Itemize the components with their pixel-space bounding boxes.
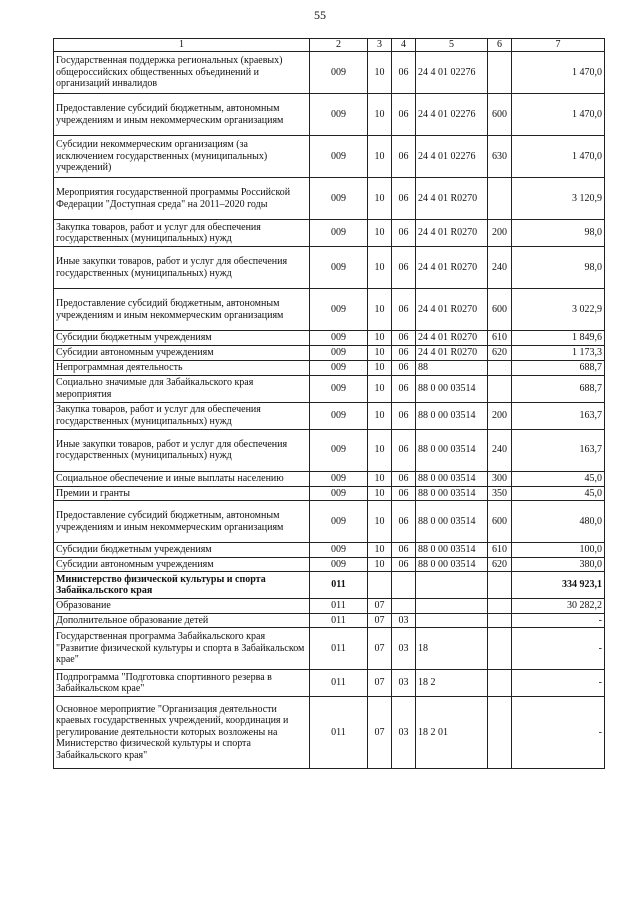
cell-target-article-code: 88 0 00 03514 <box>416 486 488 501</box>
cell-target-article-code: 88 0 00 03514 <box>416 375 488 402</box>
cell-subsection-code: 03 <box>392 670 416 697</box>
cell-amount: 3 022,9 <box>512 289 605 331</box>
cell-target-article-code: 24 4 01 R0270 <box>416 289 488 331</box>
cell-department-code: 009 <box>310 136 368 178</box>
cell-expense-type-code <box>488 697 512 769</box>
table-row <box>54 429 605 471</box>
table-row <box>54 178 605 220</box>
cell-section-code: 10 <box>368 220 392 247</box>
table-body <box>54 52 605 769</box>
cell-department-code: 009 <box>310 501 368 543</box>
cell-section-code: 10 <box>368 375 392 402</box>
cell-description: Социальное обеспечение и иные выплаты населению <box>54 471 310 486</box>
header-cell-1: 1 <box>54 39 310 52</box>
cell-department-code: 011 <box>310 572 368 599</box>
cell-expense-type-code <box>488 572 512 599</box>
cell-subsection-code: 03 <box>392 628 416 670</box>
cell-subsection-code: 06 <box>392 501 416 543</box>
cell-description: Дополнительное образование детей <box>54 613 310 628</box>
cell-description: Министерство физической культуры и спорта Забайкальского края <box>54 572 310 599</box>
header-cell-5: 5 <box>416 39 488 52</box>
cell-amount: 380,0 <box>512 557 605 572</box>
cell-description: Субсидии бюджетным учреждениям <box>54 543 310 558</box>
table-row <box>54 628 605 670</box>
cell-expense-type-code: 200 <box>488 402 512 429</box>
cell-subsection-code: 03 <box>392 697 416 769</box>
cell-department-code: 011 <box>310 628 368 670</box>
cell-target-article-code: 88 0 00 03514 <box>416 471 488 486</box>
cell-section-code: 10 <box>368 557 392 572</box>
cell-section-code: 07 <box>368 670 392 697</box>
table-row <box>54 289 605 331</box>
table-row <box>54 220 605 247</box>
cell-target-article-code: 18 2 <box>416 670 488 697</box>
cell-expense-type-code: 200 <box>488 220 512 247</box>
cell-subsection-code: 06 <box>392 136 416 178</box>
cell-target-article-code: 88 0 00 03514 <box>416 429 488 471</box>
cell-amount: 1 173,3 <box>512 346 605 361</box>
cell-department-code: 009 <box>310 52 368 94</box>
cell-expense-type-code: 600 <box>488 94 512 136</box>
cell-subsection-code: 06 <box>392 52 416 94</box>
cell-target-article-code: 24 4 01 R0270 <box>416 178 488 220</box>
cell-description: Основное мероприятие "Организация деятельности краевых государственных учреждений, координация и регулирование деятельности которых возложены на Министерство физической культуры и спорта Забайкальского края" <box>54 697 310 769</box>
cell-subsection-code: 06 <box>392 346 416 361</box>
cell-expense-type-code: 240 <box>488 429 512 471</box>
cell-target-article-code <box>416 613 488 628</box>
cell-section-code: 10 <box>368 136 392 178</box>
cell-target-article-code: 24 4 01 02276 <box>416 52 488 94</box>
cell-subsection-code: 06 <box>392 247 416 289</box>
table-row <box>54 402 605 429</box>
cell-expense-type-code <box>488 628 512 670</box>
cell-department-code: 009 <box>310 178 368 220</box>
cell-target-article-code: 88 0 00 03514 <box>416 543 488 558</box>
table-row <box>54 557 605 572</box>
cell-subsection-code: 06 <box>392 471 416 486</box>
cell-target-article-code: 24 4 01 R0270 <box>416 346 488 361</box>
cell-expense-type-code: 300 <box>488 471 512 486</box>
cell-section-code: 10 <box>368 471 392 486</box>
cell-target-article-code <box>416 599 488 614</box>
cell-amount: - <box>512 697 605 769</box>
table-row <box>54 331 605 346</box>
cell-amount: 1 470,0 <box>512 94 605 136</box>
cell-section-code: 10 <box>368 543 392 558</box>
cell-description: Образование <box>54 599 310 614</box>
table-row <box>54 543 605 558</box>
cell-amount: 688,7 <box>512 375 605 402</box>
cell-section-code: 10 <box>368 486 392 501</box>
cell-subsection-code: 06 <box>392 178 416 220</box>
cell-description: Субсидии автономным учреждениям <box>54 557 310 572</box>
cell-department-code: 009 <box>310 429 368 471</box>
cell-department-code: 011 <box>310 613 368 628</box>
cell-description: Государственная поддержка региональных (краевых) общероссийских общественных объединений и организаций инвалидов <box>54 52 310 94</box>
cell-department-code: 009 <box>310 543 368 558</box>
table-row <box>54 572 605 599</box>
cell-amount: 45,0 <box>512 471 605 486</box>
header-cell-7: 7 <box>512 39 605 52</box>
cell-target-article-code: 88 0 00 03514 <box>416 501 488 543</box>
cell-department-code: 009 <box>310 94 368 136</box>
table-row <box>54 613 605 628</box>
header-cell-3: 3 <box>368 39 392 52</box>
cell-section-code: 10 <box>368 331 392 346</box>
cell-amount: 163,7 <box>512 429 605 471</box>
cell-department-code: 009 <box>310 471 368 486</box>
cell-subsection-code: 06 <box>392 486 416 501</box>
table-row <box>54 52 605 94</box>
cell-expense-type-code: 630 <box>488 136 512 178</box>
cell-subsection-code: 06 <box>392 94 416 136</box>
cell-amount: 100,0 <box>512 543 605 558</box>
header-cell-6: 6 <box>488 39 512 52</box>
table-row <box>54 670 605 697</box>
table-row <box>54 136 605 178</box>
cell-target-article-code: 88 0 00 03514 <box>416 402 488 429</box>
cell-department-code: 011 <box>310 697 368 769</box>
cell-amount: - <box>512 628 605 670</box>
cell-description: Государственная программа Забайкальского края "Развитие физической культуры и спорта в Забайкальском крае" <box>54 628 310 670</box>
cell-department-code: 009 <box>310 361 368 376</box>
cell-subsection-code: 06 <box>392 402 416 429</box>
cell-expense-type-code <box>488 375 512 402</box>
cell-amount: 98,0 <box>512 247 605 289</box>
cell-description: Предоставление субсидий бюджетным, автономным учреждениям и иным некоммерческим организациям <box>54 501 310 543</box>
cell-section-code: 10 <box>368 402 392 429</box>
cell-amount: 688,7 <box>512 361 605 376</box>
cell-amount: - <box>512 613 605 628</box>
cell-section-code: 07 <box>368 628 392 670</box>
table-row <box>54 486 605 501</box>
cell-amount: 163,7 <box>512 402 605 429</box>
cell-department-code: 009 <box>310 402 368 429</box>
table-row <box>54 375 605 402</box>
cell-department-code: 011 <box>310 599 368 614</box>
cell-subsection-code: 06 <box>392 361 416 376</box>
cell-expense-type-code <box>488 599 512 614</box>
cell-section-code: 10 <box>368 429 392 471</box>
cell-expense-type-code <box>488 670 512 697</box>
cell-target-article-code: 24 4 01 R0270 <box>416 247 488 289</box>
cell-section-code: 07 <box>368 613 392 628</box>
cell-expense-type-code <box>488 52 512 94</box>
cell-department-code: 009 <box>310 331 368 346</box>
cell-subsection-code: 06 <box>392 557 416 572</box>
cell-description: Закупка товаров, работ и услуг для обеспечения государственных (муниципальных) нужд <box>54 220 310 247</box>
cell-target-article-code: 88 0 00 03514 <box>416 557 488 572</box>
cell-section-code: 10 <box>368 361 392 376</box>
cell-description: Подпрограмма "Подготовка спортивного резерва в Забайкальском крае" <box>54 670 310 697</box>
cell-description: Закупка товаров, работ и услуг для обеспечения государственных (муниципальных) нужд <box>54 402 310 429</box>
table-row <box>54 471 605 486</box>
cell-expense-type-code: 350 <box>488 486 512 501</box>
cell-department-code: 009 <box>310 220 368 247</box>
cell-expense-type-code <box>488 613 512 628</box>
cell-subsection-code: 06 <box>392 543 416 558</box>
cell-amount: 1 470,0 <box>512 52 605 94</box>
cell-department-code: 009 <box>310 486 368 501</box>
cell-description: Субсидии бюджетным учреждениям <box>54 331 310 346</box>
cell-expense-type-code: 620 <box>488 557 512 572</box>
cell-description: Непрограммная деятельность <box>54 361 310 376</box>
cell-expense-type-code: 240 <box>488 247 512 289</box>
cell-amount: 480,0 <box>512 501 605 543</box>
cell-description: Предоставление субсидий бюджетным, автономным учреждениям и иным некоммерческим организациям <box>54 94 310 136</box>
cell-expense-type-code: 600 <box>488 289 512 331</box>
cell-department-code: 009 <box>310 247 368 289</box>
cell-amount: 30 282,2 <box>512 599 605 614</box>
table-row <box>54 247 605 289</box>
cell-target-article-code: 24 4 01 R0270 <box>416 220 488 247</box>
cell-description: Мероприятия государственной программы Российской Федерации "Доступная среда" на 2011–2020 годы <box>54 178 310 220</box>
header-cell-2: 2 <box>310 39 368 52</box>
cell-target-article-code: 24 4 01 02276 <box>416 136 488 178</box>
cell-section-code: 10 <box>368 289 392 331</box>
cell-department-code: 009 <box>310 557 368 572</box>
table-row <box>54 361 605 376</box>
cell-amount: 45,0 <box>512 486 605 501</box>
cell-description: Субсидии автономным учреждениям <box>54 346 310 361</box>
cell-expense-type-code: 600 <box>488 501 512 543</box>
page-number: 55 <box>314 8 326 22</box>
cell-description: Предоставление субсидий бюджетным, автономным учреждениям и иным некоммерческим организациям <box>54 289 310 331</box>
cell-subsection-code <box>392 572 416 599</box>
cell-expense-type-code <box>488 361 512 376</box>
table-row <box>54 346 605 361</box>
cell-section-code: 10 <box>368 94 392 136</box>
cell-target-article-code: 24 4 01 R0270 <box>416 331 488 346</box>
cell-amount: 98,0 <box>512 220 605 247</box>
cell-description: Иные закупки товаров, работ и услуг для обеспечения государственных (муниципальных) нужд <box>54 429 310 471</box>
cell-amount: - <box>512 670 605 697</box>
cell-target-article-code: 18 <box>416 628 488 670</box>
cell-subsection-code: 06 <box>392 429 416 471</box>
cell-section-code: 10 <box>368 52 392 94</box>
cell-subsection-code <box>392 599 416 614</box>
cell-description: Субсидии некоммерческим организациям (за исключением государственных (муниципальных) учреждений) <box>54 136 310 178</box>
cell-subsection-code: 06 <box>392 289 416 331</box>
table-row <box>54 599 605 614</box>
budget-table <box>53 38 605 769</box>
cell-department-code: 009 <box>310 375 368 402</box>
cell-target-article-code: 18 2 01 <box>416 697 488 769</box>
header-row <box>54 39 605 52</box>
cell-amount: 1 849,6 <box>512 331 605 346</box>
cell-description: Премии и гранты <box>54 486 310 501</box>
cell-subsection-code: 06 <box>392 375 416 402</box>
cell-amount: 1 470,0 <box>512 136 605 178</box>
cell-subsection-code: 03 <box>392 613 416 628</box>
cell-section-code: 07 <box>368 697 392 769</box>
cell-section-code: 07 <box>368 599 392 614</box>
table-row <box>54 94 605 136</box>
table-row <box>54 501 605 543</box>
cell-section-code: 10 <box>368 501 392 543</box>
cell-section-code: 10 <box>368 247 392 289</box>
cell-section-code <box>368 572 392 599</box>
cell-target-article-code: 24 4 01 02276 <box>416 94 488 136</box>
cell-department-code: 009 <box>310 346 368 361</box>
cell-amount: 334 923,1 <box>512 572 605 599</box>
table-row <box>54 697 605 769</box>
cell-expense-type-code: 610 <box>488 543 512 558</box>
cell-department-code: 009 <box>310 289 368 331</box>
cell-expense-type-code <box>488 178 512 220</box>
cell-description: Иные закупки товаров, работ и услуг для обеспечения государственных (муниципальных) нужд <box>54 247 310 289</box>
cell-section-code: 10 <box>368 346 392 361</box>
cell-department-code: 011 <box>310 670 368 697</box>
cell-target-article-code <box>416 572 488 599</box>
header-cell-4: 4 <box>392 39 416 52</box>
cell-section-code: 10 <box>368 178 392 220</box>
cell-description: Социально значимые для Забайкальского края мероприятия <box>54 375 310 402</box>
cell-subsection-code: 06 <box>392 220 416 247</box>
cell-target-article-code: 88 <box>416 361 488 376</box>
cell-expense-type-code: 610 <box>488 331 512 346</box>
cell-amount: 3 120,9 <box>512 178 605 220</box>
cell-expense-type-code: 620 <box>488 346 512 361</box>
cell-subsection-code: 06 <box>392 331 416 346</box>
